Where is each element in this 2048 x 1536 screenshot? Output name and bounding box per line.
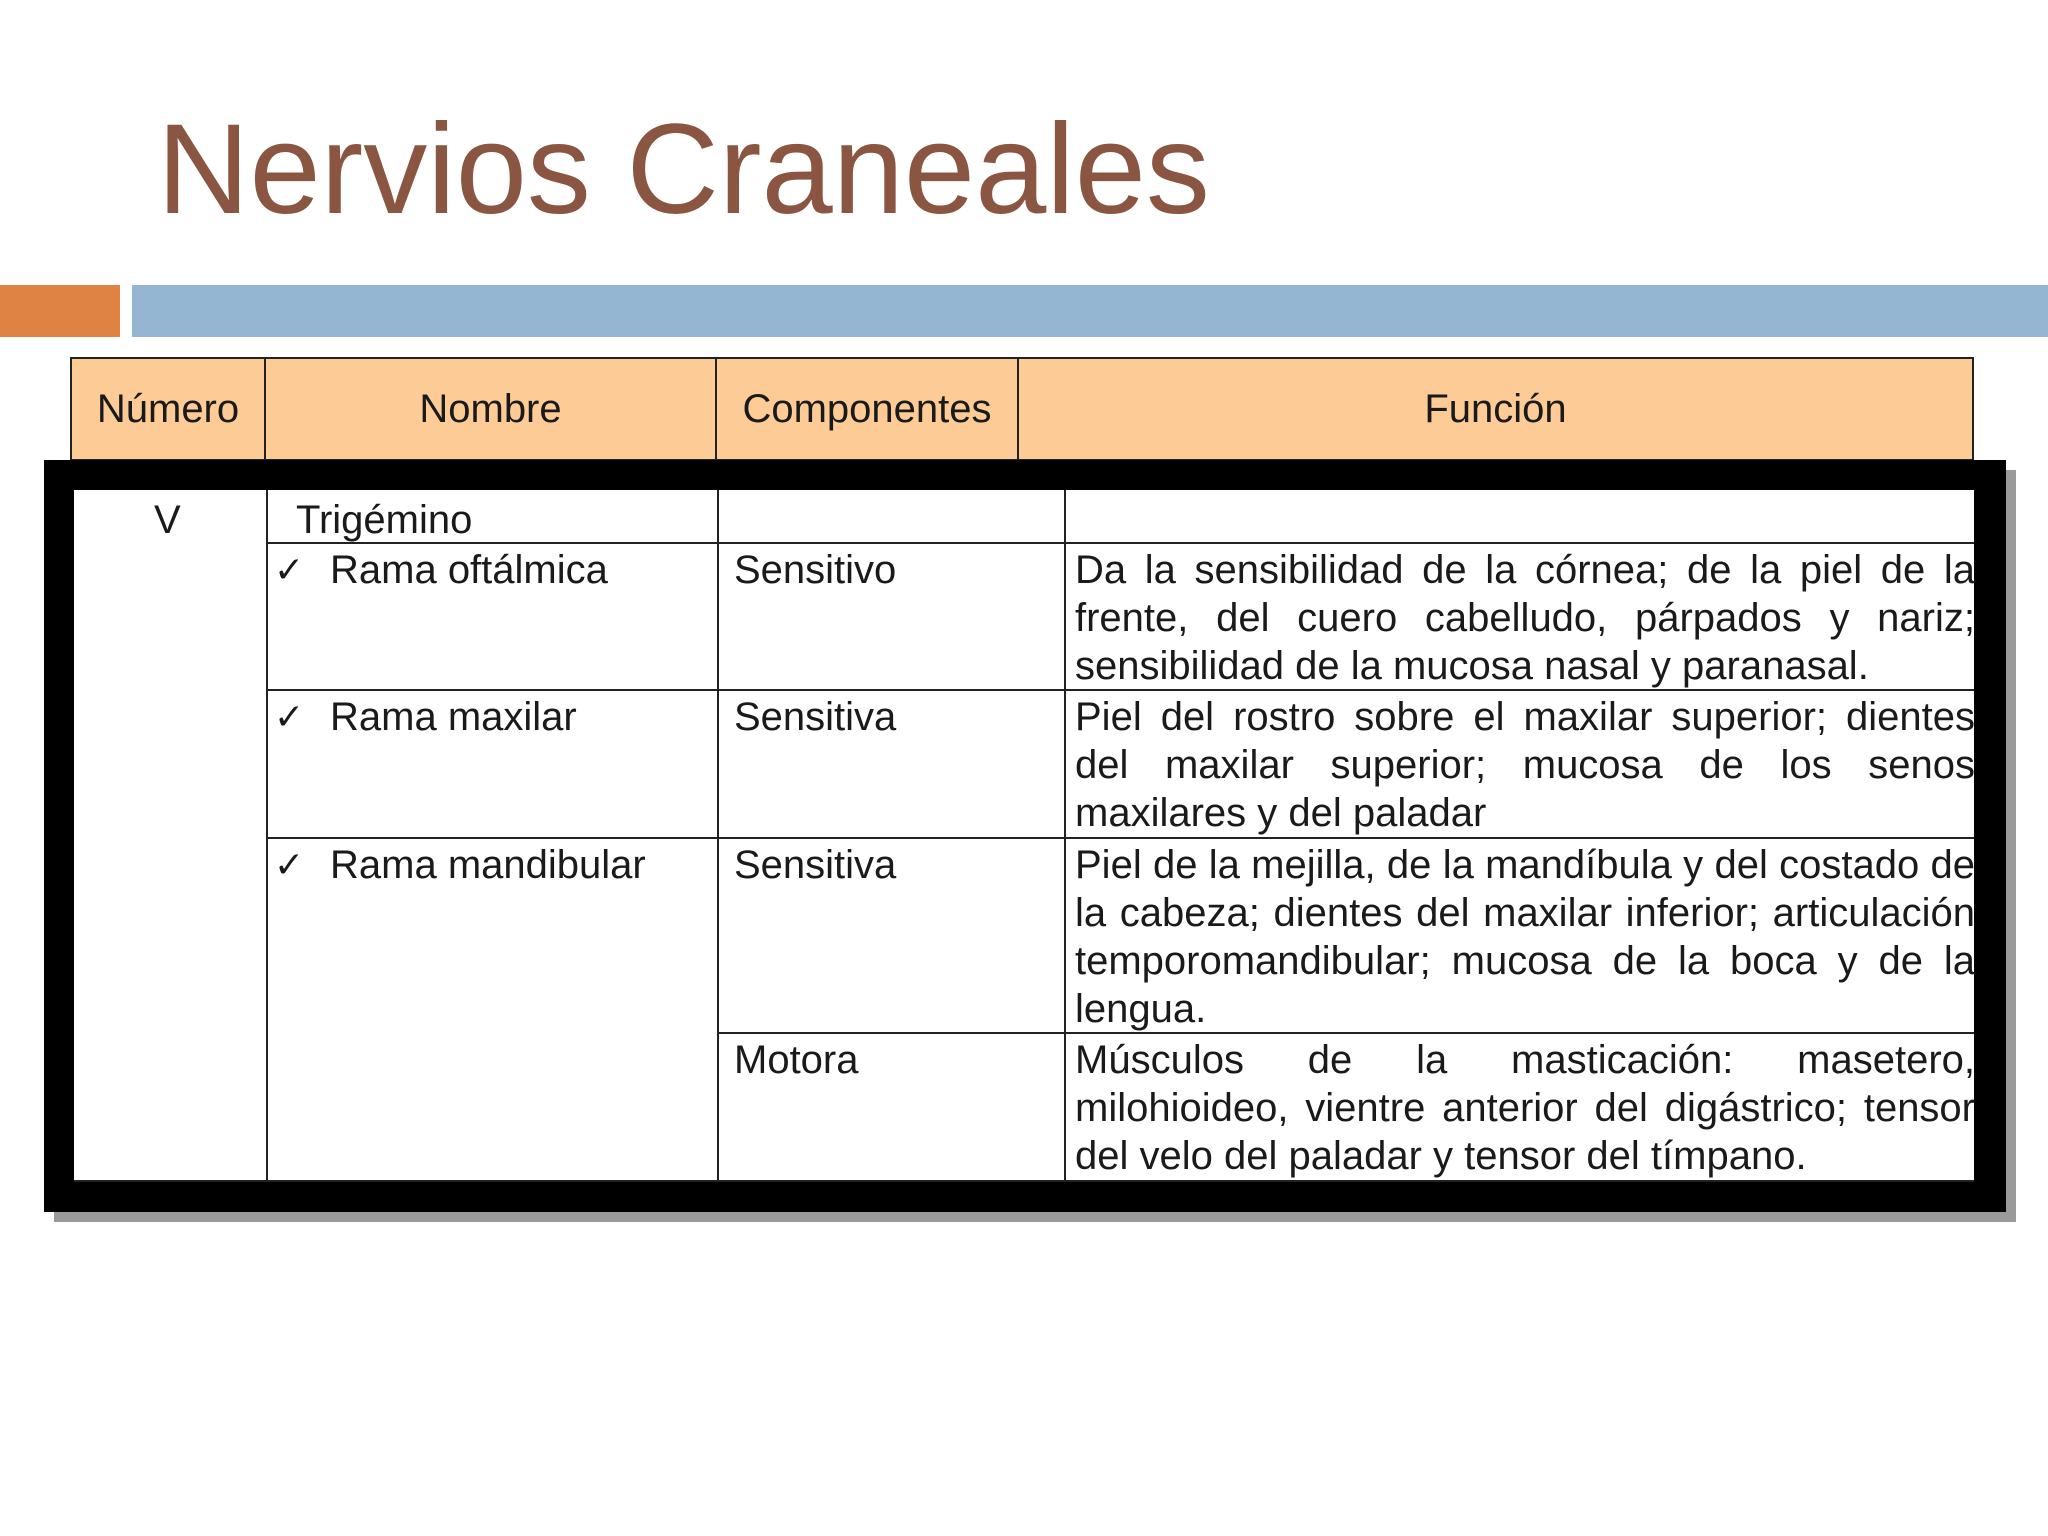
branch-name: Rama mandibular (330, 843, 646, 887)
check-icon: ✓ (274, 844, 305, 885)
motor-component: Motora (734, 1038, 859, 1082)
motor-function: Músculos de la masticación: masetero, milohioideo, vientre anterior del digástrico; tensor del velo del paladar y tensor del tímpano. (1075, 1038, 1975, 1178)
branch-function: Da la sensibilidad de la córnea; de la piel de la frente, del cuero cabelludo, párpados y nariz; sensibilidad de la mucosa nasal y paranasal. (1075, 548, 1975, 688)
branch-component: Sensitiva (734, 843, 897, 887)
accent-bar-orange (0, 285, 120, 337)
accent-bar-blue (132, 285, 2048, 337)
table-body-frame (44, 460, 2006, 1212)
header-funcion: Función (1424, 386, 1567, 431)
branch-name: Rama oftálmica (330, 548, 608, 592)
check-icon: ✓ (274, 549, 305, 590)
header-componentes: Componentes (717, 359, 1019, 459)
header-numero: Número (72, 359, 266, 459)
branch-function: Piel del rostro sobre el maxilar superior; dientes del maxilar superior; mucosa de los senos maxilares y del paladar (1075, 695, 1975, 835)
branch-name: Rama maxilar (330, 695, 577, 739)
nerve-number: V (154, 498, 181, 542)
slide-title: Nervios Craneales (157, 98, 1210, 241)
nerve-name: Trigémino (296, 498, 473, 542)
branch-function: Piel de la mejilla, de la mandíbula y del costado de la cabeza; dientes del maxilar inferior; articulación temporomandibular; mucosa de la boca y de la lengua. (1075, 843, 1975, 1031)
check-icon: ✓ (274, 696, 305, 737)
header-nombre: Nombre (266, 359, 717, 459)
branch-component: Sensitiva (734, 695, 897, 739)
table-body (74, 490, 1974, 1182)
branch-component: Sensitivo (734, 548, 897, 592)
table-header (70, 357, 1974, 461)
